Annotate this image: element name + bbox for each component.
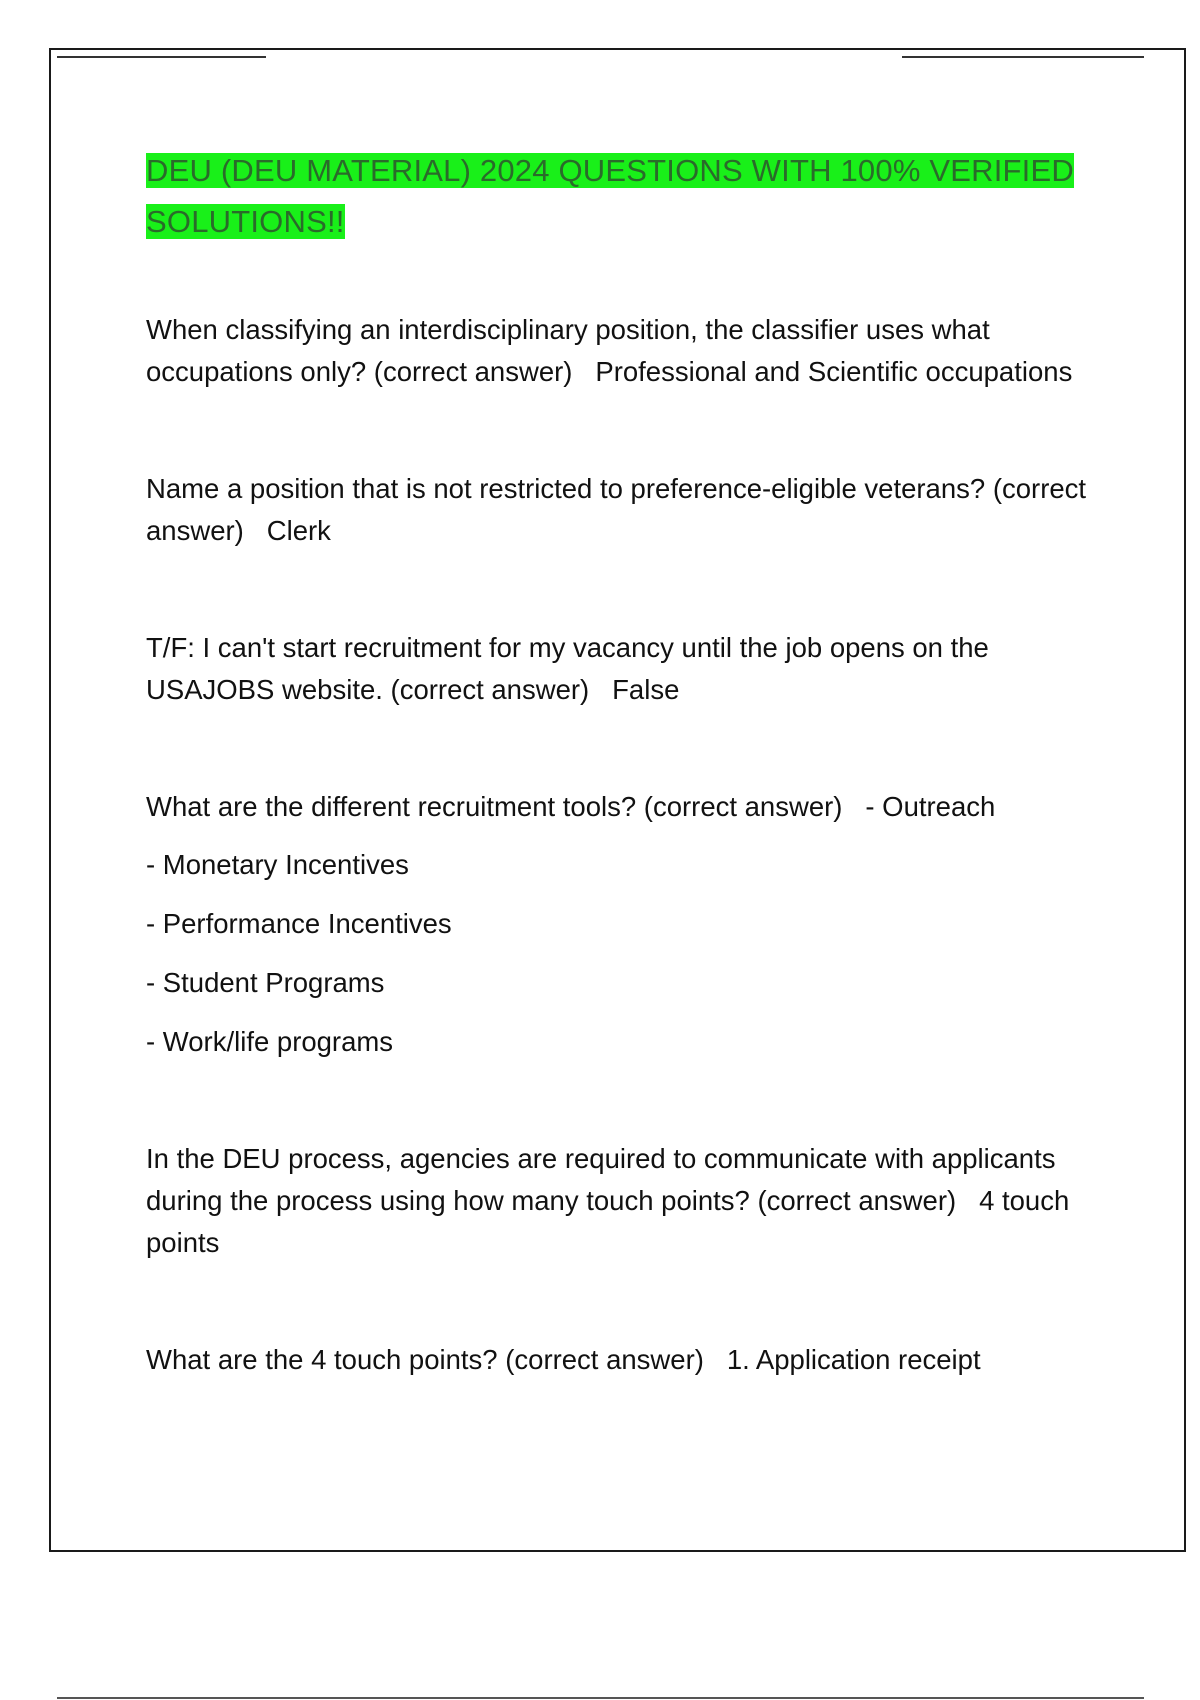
document-title — [146, 145, 1096, 247]
qa-item-2 — [146, 468, 1096, 552]
footer-rule — [57, 1697, 1144, 1699]
document-body — [146, 145, 1096, 1456]
answer-list-item: - Performance Incentives — [146, 908, 452, 939]
question-text: Name a position that is not restricted to preference-eligible veterans? — [146, 473, 986, 504]
answer-marker: (correct answer) — [757, 1185, 957, 1216]
answer-list-item: - Work/life programs — [146, 1026, 394, 1057]
question-text: In the DEU process, agencies are required to communicate with applicants during the process using how many touch points? — [146, 1143, 1056, 1216]
question-text: When classifying an interdisciplinary position, the classifier uses what occupations only? — [146, 314, 990, 387]
answer-text: - Outreach — [865, 791, 996, 822]
qa-item-6 — [146, 1339, 1096, 1381]
question-text: T/F: I can't start recruitment for my vacancy until the job opens on the USAJOBS website. — [146, 632, 989, 705]
title-highlight: DEU (DEU MATERIAL) 2024 QUESTIONS WITH 100% VERIFIED SOLUTIONS!! — [146, 153, 1074, 239]
answer-text: False — [612, 674, 680, 705]
answer-text: 4 touch points — [146, 1185, 1070, 1258]
qa-item-3 — [146, 627, 1096, 711]
question-text: What are the 4 touch points? — [146, 1344, 498, 1375]
question-text: What are the different recruitment tools? — [146, 791, 637, 822]
answer-text: 1. Application receipt — [726, 1344, 981, 1375]
qa-item-4 — [146, 786, 1096, 1063]
answer-marker: (correct answer) — [373, 356, 573, 387]
answer-text: Professional and Scientific occupations — [595, 356, 1073, 387]
qa-item-5 — [146, 1138, 1096, 1264]
header-rule-left — [57, 56, 266, 58]
answer-marker: (correct answer) — [505, 1344, 704, 1375]
answer-marker: (correct answer) — [643, 791, 843, 822]
answer-marker: (correct answer) — [146, 473, 1087, 546]
answer-list-item: - Monetary Incentives — [146, 849, 409, 880]
answer-list-item: - Student Programs — [146, 967, 385, 998]
header-rule-right — [902, 56, 1144, 58]
qa-item-1 — [146, 309, 1096, 393]
answer-marker: (correct answer) — [390, 674, 590, 705]
answer-text: Clerk — [266, 515, 331, 546]
